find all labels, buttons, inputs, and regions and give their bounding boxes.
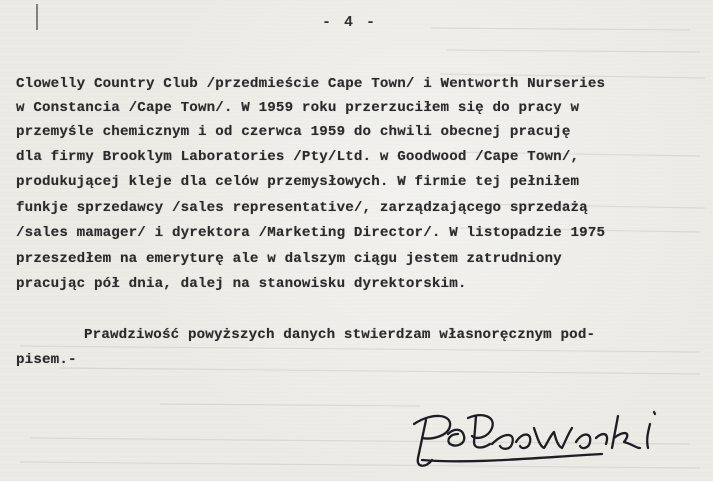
body-line: funkje sprzedawcy /sales representative/, zarządzającego sprzedażą [16, 200, 588, 216]
closing-line: pisem.- [16, 352, 77, 368]
handwritten-signature [392, 398, 692, 478]
body-line: przemyśle chemicznym i od czerwca 1959 do chwili obecnej pracuję [16, 124, 571, 140]
body-line: /sales mamager/ i dyrektora /Marketing Director/. W listopadzie 1975 [16, 225, 606, 241]
body-line: pracując pół dnia, dalej na stanowisku dyrektorskim. [16, 276, 467, 292]
body-line: przeszedłem na emeryturę ale w dalszym ciągu jestem zatrudniony [16, 251, 562, 267]
body-line: Clowelly Country Club /przedmieście Cape Town/ i Wentworth Nurseries [16, 76, 606, 92]
page-number: - 4 - [322, 14, 378, 31]
margin-mark [36, 4, 38, 30]
body-line: w Constancia /Cape Town/. W 1959 roku przerzuciłem się do pracy w [16, 100, 580, 116]
body-line: dla firmy Brooklym Laboratories /Pty/Ltd. w Goodwood /Cape Town/, [16, 149, 580, 165]
closing-line: Prawdziwość powyższych danych stwierdzam własnoręcznym pod- [84, 327, 596, 343]
body-line: produkującej kleje dla celów przemysłowych. W firmie tej pełniłem [16, 174, 580, 190]
